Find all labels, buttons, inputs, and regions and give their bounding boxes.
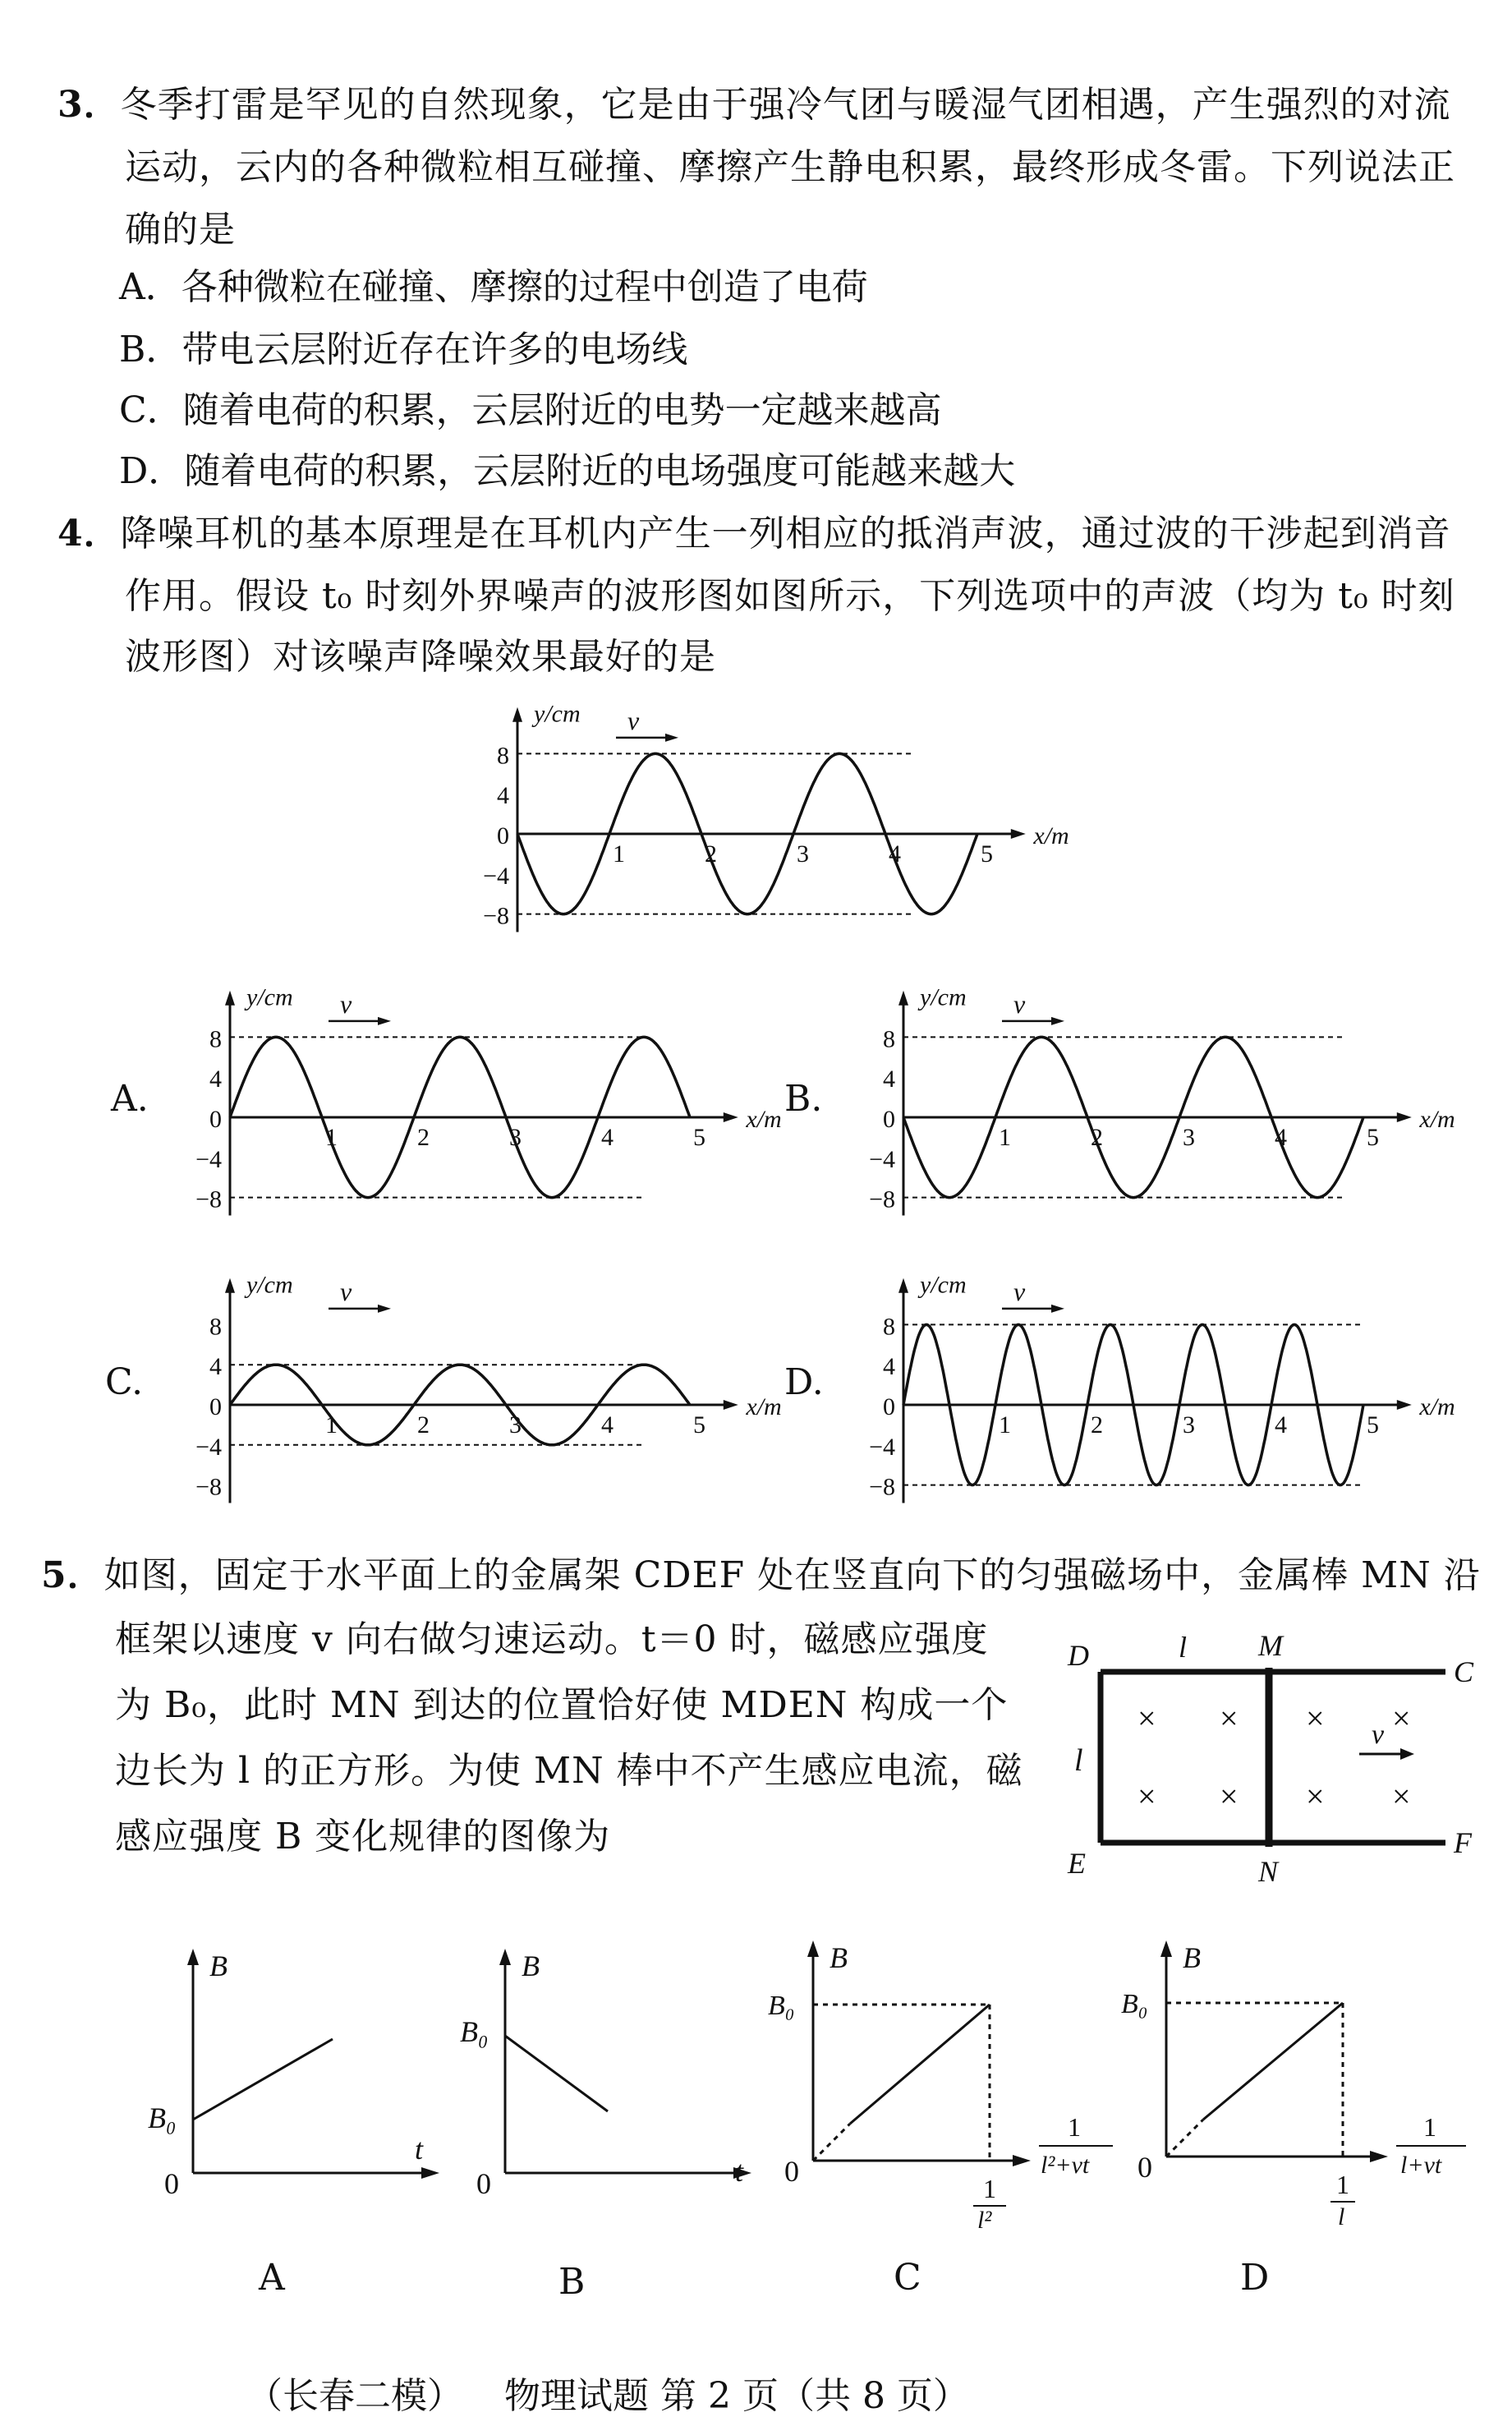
y-tick-label: 4: [497, 782, 509, 810]
origin-label: 0: [784, 2155, 799, 2188]
b-axis-label: B: [1183, 1941, 1201, 1974]
field-cross: ×: [1392, 1778, 1411, 1815]
q5-line-4: 边长为 l 的正方形。为使 MN 棒中不产生感应电流，磁: [115, 1750, 1023, 1792]
b0-label: B₀: [460, 2015, 489, 2048]
y-axis-arrow: [898, 1278, 908, 1293]
y-axis-label: y/cm: [920, 1271, 967, 1299]
x-axis-label: x/m: [746, 1106, 782, 1133]
x-tick-label: 1: [613, 840, 625, 868]
y-tick-label: 0: [209, 1393, 222, 1420]
q4-option-d-label[interactable]: D.: [784, 1361, 824, 1403]
b0-label: B₀: [1121, 1989, 1148, 2019]
label-velocity: v: [1372, 1719, 1385, 1750]
y-tick-label: 0: [497, 822, 509, 849]
x-tick-label: 4: [601, 1411, 614, 1439]
x-axis-arrow: [724, 1400, 738, 1410]
y-axis-arrow: [512, 707, 522, 722]
option-c-wave-chart[interactable]: [172, 1269, 780, 1524]
origin-label: 0: [476, 2167, 491, 2200]
option-d-wave-chart[interactable]: [846, 1269, 1470, 1524]
c-axis-num: 1: [1068, 2112, 1081, 2142]
y-tick-label: −8: [483, 902, 509, 930]
x-tick-label: 3: [509, 1124, 522, 1151]
label-n: N: [1258, 1855, 1279, 1888]
velocity-arrow-head: [1051, 1017, 1064, 1025]
y-tick-label: 4: [883, 1353, 895, 1381]
y-tick-label: −8: [195, 1473, 222, 1501]
q3-option-d[interactable]: D．随着电荷的积累，云层附近的电场强度可能越来越大: [119, 450, 1016, 492]
x-tick-label: 5: [693, 1411, 705, 1439]
label-f: F: [1454, 1826, 1472, 1859]
q5-line-3: 为 B₀，此时 MN 到达的位置恰好使 MDEN 构成一个: [115, 1684, 1009, 1726]
x-tick-label: 1: [999, 1124, 1011, 1151]
y-tick-label: −4: [195, 1433, 222, 1461]
y-axis-label: y/cm: [920, 983, 967, 1011]
x-tick-label: 5: [693, 1124, 705, 1151]
b0-label: B₀: [768, 1991, 795, 2021]
x-axis-label: x/m: [1033, 822, 1069, 849]
q4-option-a-label[interactable]: A.: [111, 1078, 149, 1120]
b0-label: B₀: [148, 2101, 177, 2134]
x-tick-label: 3: [1183, 1124, 1195, 1151]
q3-option-b[interactable]: B．带电云层附近存在许多的电场线: [119, 329, 688, 371]
footer-title: 物理试题 第 2 页（共 8 页）: [504, 2375, 969, 2417]
y-tick-label: −4: [483, 862, 509, 890]
velocity-arrow-head: [1051, 1305, 1064, 1313]
x-tick-label: 4: [1275, 1411, 1287, 1439]
graph-b-letter[interactable]: B: [558, 2261, 586, 2303]
q5-number: 5．: [41, 1554, 104, 1596]
y-axis-arrow: [225, 1278, 235, 1293]
velocity-label: v: [1013, 989, 1026, 1020]
field-cross: ×: [1137, 1700, 1156, 1737]
option-b-wave-chart[interactable]: [846, 982, 1470, 1236]
q4-text-1: 降噪耳机的基本原理是在耳机内产生一列相应的抵消声波，通过波的干涉起到消音: [120, 513, 1451, 555]
velocity-label: v: [340, 1277, 352, 1307]
y-tick-label: 0: [883, 1393, 895, 1420]
magnetic-field-crosses: [1137, 1700, 1411, 1815]
field-cross: ×: [1306, 1700, 1325, 1737]
q4-line-2: 作用。假设 t₀ 时刻外界噪声的波形图如图所示，下列选项中的声波（均为 t₀ 时刻: [125, 575, 1455, 617]
x-tick-label: 3: [1183, 1411, 1195, 1439]
origin-label: 0: [164, 2167, 179, 2200]
field-cross: ×: [1220, 1700, 1239, 1737]
graph-a[interactable]: [148, 1947, 443, 2200]
x-tick-label: 3: [797, 840, 809, 868]
d-axis-den: l+vt: [1400, 2152, 1442, 2179]
y-tick-label: −4: [869, 1145, 895, 1173]
x-axis-arrow: [1397, 1112, 1412, 1122]
y-tick-label: −8: [869, 1473, 895, 1501]
page-footer: [246, 2366, 999, 2419]
y-tick-label: 8: [883, 1313, 895, 1341]
d-tick-den: l: [1338, 2203, 1345, 2230]
x-tick-label: 2: [705, 840, 717, 868]
origin-label: 0: [1137, 2151, 1152, 2184]
x-tick-label: 1: [325, 1124, 338, 1151]
metal-frame-figure: [1068, 1623, 1495, 1888]
c-axis-den: l²+vt: [1041, 2152, 1090, 2179]
velocity-label: v: [340, 989, 352, 1020]
velocity-arrow-head: [378, 1017, 391, 1025]
x-axis-arrow: [1397, 1400, 1412, 1410]
field-cross: ×: [1306, 1778, 1325, 1815]
b-axis-label: B: [209, 1950, 227, 1982]
label-c: C: [1454, 1655, 1474, 1688]
graph-d-letter[interactable]: D: [1240, 2257, 1270, 2299]
x-tick-label: 2: [417, 1411, 430, 1439]
x-tick-label: 5: [1367, 1124, 1379, 1151]
x-tick-label: 1: [999, 1411, 1011, 1439]
y-tick-label: −8: [195, 1185, 222, 1213]
x-tick-label: 4: [1275, 1124, 1287, 1151]
q3-line-3: 确的是: [125, 209, 236, 251]
q5-line-1: [41, 1553, 1481, 1599]
q3-line-1: [57, 82, 1451, 128]
c-tick-den: l²: [977, 2207, 992, 2234]
y-tick-label: 8: [883, 1025, 895, 1053]
y-axis-label: y/cm: [246, 1271, 293, 1299]
d-axis-num: 1: [1423, 2112, 1436, 2142]
x-tick-label: 2: [1091, 1124, 1103, 1151]
field-cross: ×: [1392, 1700, 1411, 1737]
x-tick-label: 2: [417, 1124, 430, 1151]
q5-text-1: 如图，固定于水平面上的金属架 CDEF 处在竖直向下的匀强磁场中，金属棒 MN 沿: [103, 1554, 1481, 1596]
b-axis-label: B: [522, 1950, 540, 1982]
y-axis-label: y/cm: [246, 983, 293, 1011]
velocity-arrow-head: [665, 734, 678, 742]
velocity-arrow-head: [378, 1305, 391, 1313]
x-axis-arrow: [724, 1112, 738, 1122]
y-tick-label: 8: [209, 1313, 222, 1341]
d-tick-num: 1: [1336, 2170, 1349, 2199]
y-axis-arrow: [225, 991, 235, 1006]
c-tick-num: 1: [983, 2174, 996, 2203]
y-tick-label: −8: [869, 1185, 895, 1213]
q5-line-5: 感应强度 B 变化规律的图像为: [115, 1816, 611, 1857]
q3-number: 3．: [57, 84, 121, 126]
graph-c[interactable]: [768, 1939, 1137, 2234]
noise-wave-chart: [460, 698, 1084, 953]
q3-line-2: 运动，云内的各种微粒相互碰撞、摩擦产生静电积累，最终形成冬雷。下列说法正: [125, 146, 1455, 188]
x-axis-label: x/m: [1419, 1393, 1455, 1420]
label-e: E: [1068, 1847, 1086, 1880]
x-tick-label: 4: [889, 840, 901, 868]
option-a-wave-chart[interactable]: [172, 982, 780, 1236]
y-axis-label: y/cm: [534, 700, 581, 728]
y-tick-label: −4: [869, 1433, 895, 1461]
q3-option-c[interactable]: C．随着电荷的积累，云层附近的电势一定越来越高: [119, 389, 942, 431]
x-tick-label: 5: [981, 840, 993, 868]
x-tick-label: 5: [1367, 1411, 1379, 1439]
x-tick-label: 1: [325, 1411, 338, 1439]
field-cross: ×: [1220, 1778, 1239, 1815]
x-tick-label: 2: [1091, 1411, 1103, 1439]
label-left-l: l: [1074, 1743, 1083, 1778]
label-m: M: [1258, 1629, 1283, 1662]
q4-number: 4．: [57, 513, 121, 555]
graph-c-letter[interactable]: C: [894, 2257, 921, 2299]
y-tick-label: 4: [209, 1066, 222, 1093]
q5-line-2: 框架以速度 v 向右做匀速运动。t＝0 时，磁感应强度: [115, 1618, 989, 1660]
graph-a-letter[interactable]: A: [259, 2257, 285, 2299]
label-top-l: l: [1179, 1631, 1188, 1664]
y-tick-label: 4: [883, 1066, 895, 1093]
y-axis-arrow: [898, 991, 908, 1006]
q4-line-3: 波形图）对该噪声降噪效果最好的是: [125, 636, 716, 678]
y-tick-label: −4: [195, 1145, 222, 1173]
t-axis-label: t: [415, 2133, 424, 2166]
q3-option-a[interactable]: A．各种微粒在碰撞、摩擦的过程中创造了电荷: [119, 266, 868, 308]
footer-source: （长春二模）: [246, 2375, 463, 2417]
b-axis-label: B: [830, 1941, 848, 1974]
x-tick-label: 4: [601, 1124, 614, 1151]
x-axis-arrow: [1011, 829, 1026, 839]
velocity-label: v: [1013, 1277, 1026, 1307]
q4-line-1: [57, 511, 1451, 557]
graph-d[interactable]: [1121, 1939, 1491, 2230]
x-tick-label: 3: [509, 1411, 522, 1439]
y-tick-label: 8: [209, 1025, 222, 1053]
q3-text-1: 冬季打雷是罕见的自然现象，它是由于强冷气团与暖湿气团相遇，产生强烈的对流: [120, 84, 1451, 126]
q4-option-c-label[interactable]: C.: [105, 1361, 144, 1403]
x-axis-label: x/m: [1419, 1106, 1455, 1133]
y-tick-label: 0: [883, 1106, 895, 1133]
label-d: D: [1068, 1639, 1089, 1672]
q4-option-b-label[interactable]: B.: [784, 1078, 823, 1120]
graph-b[interactable]: [460, 1947, 756, 2200]
y-tick-label: 0: [209, 1106, 222, 1133]
field-cross: ×: [1137, 1778, 1156, 1815]
x-axis-label: x/m: [746, 1393, 782, 1420]
velocity-label: v: [627, 706, 640, 736]
y-tick-label: 4: [209, 1353, 222, 1381]
y-tick-label: 8: [497, 742, 509, 770]
t-axis-label: t: [735, 2155, 744, 2188]
